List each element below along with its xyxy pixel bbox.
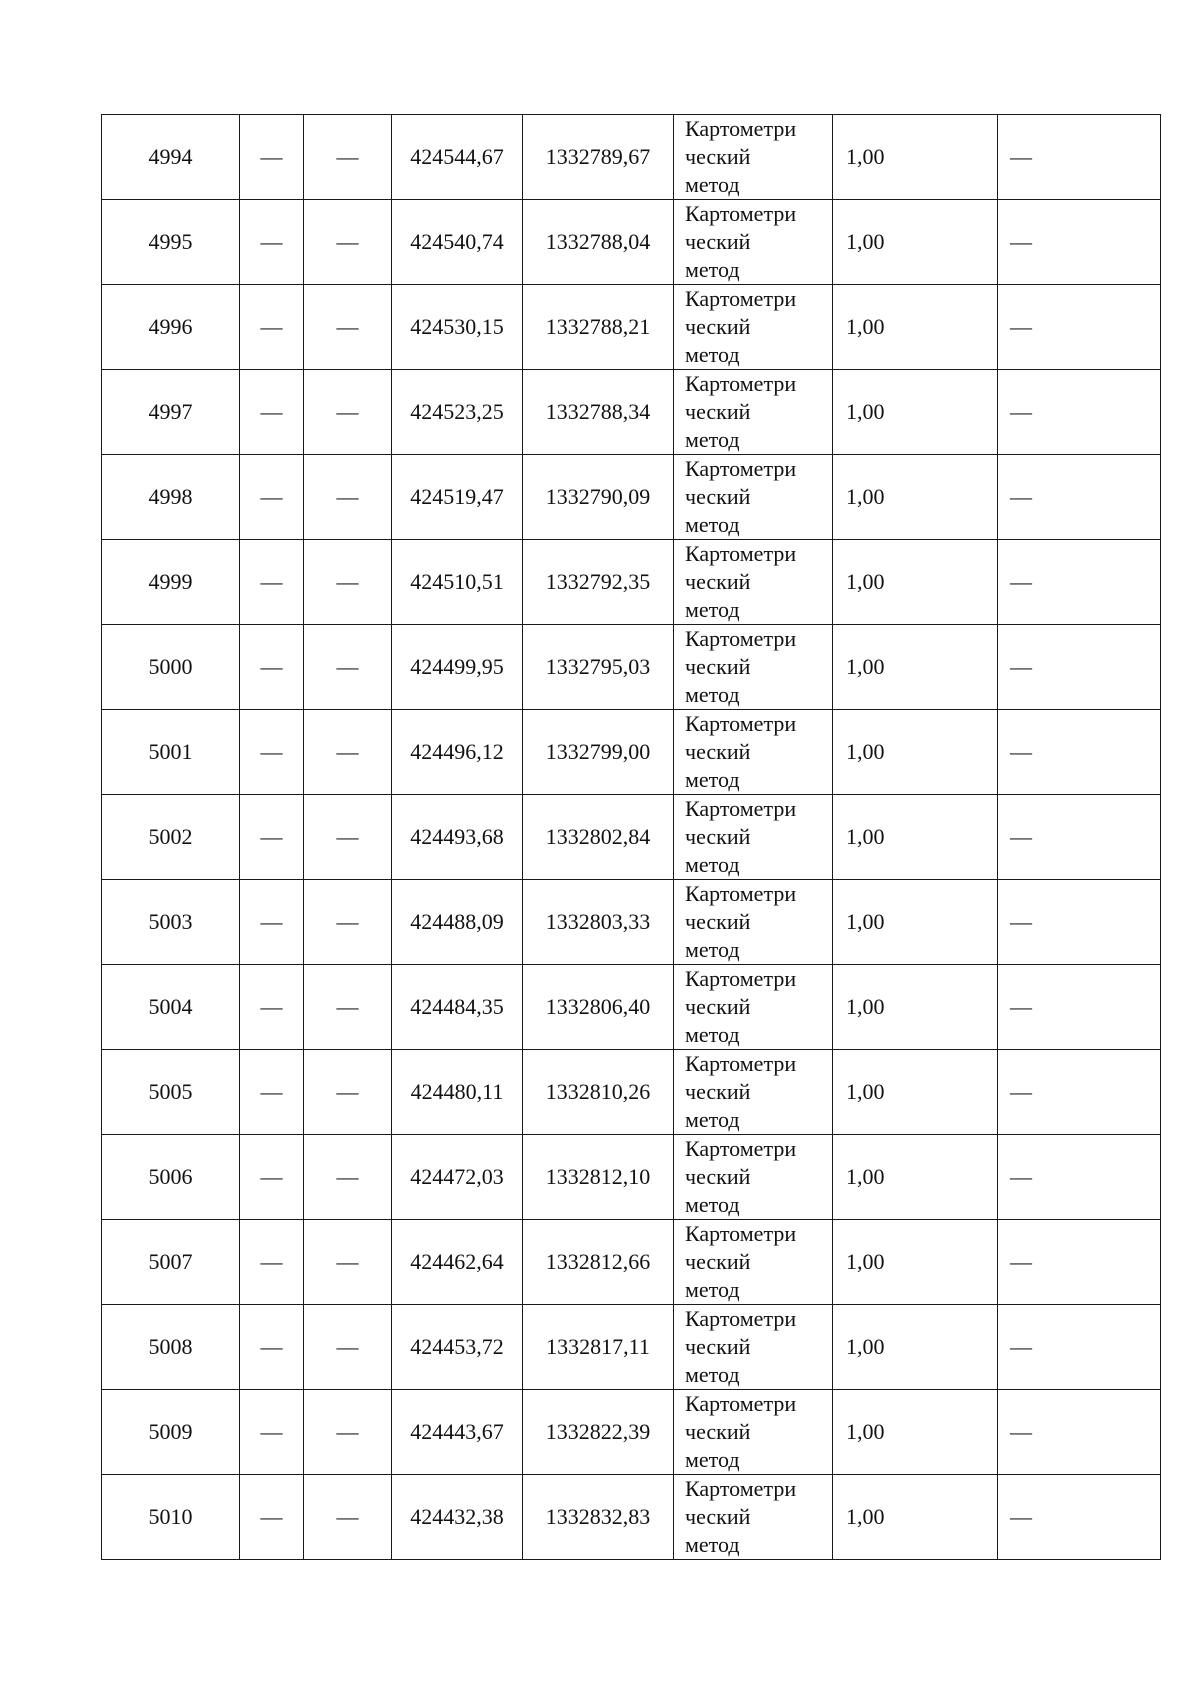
dash-cell: — — [304, 200, 392, 285]
notes-cell: — — [998, 1135, 1161, 1220]
notes-cell: — — [998, 455, 1161, 540]
table-row — [102, 1305, 1161, 1390]
method-cell — [674, 1135, 833, 1220]
method-text-line: ческий — [685, 1164, 751, 1189]
dash-cell: — — [240, 880, 304, 965]
table-row — [102, 965, 1161, 1050]
table-row — [102, 625, 1161, 710]
dash-cell: — — [304, 1050, 392, 1135]
point-number-cell: 4998 — [102, 455, 240, 540]
notes-cell: — — [998, 115, 1161, 200]
point-number-cell: 4999 — [102, 540, 240, 625]
accuracy-cell: 1,00 — [833, 115, 998, 200]
x-coordinate-cell: 424432,38 — [392, 1475, 523, 1560]
dash-cell: — — [240, 1305, 304, 1390]
y-coordinate-cell: 1332799,00 — [523, 710, 674, 795]
notes-cell: — — [998, 1305, 1161, 1390]
notes-cell: — — [998, 1050, 1161, 1135]
method-cell — [674, 455, 833, 540]
x-coordinate-cell: 424480,11 — [392, 1050, 523, 1135]
table-row — [102, 880, 1161, 965]
method-text-line: ческий — [685, 1079, 751, 1104]
method-text-line: метод — [685, 682, 740, 707]
x-coordinate-cell: 424443,67 — [392, 1390, 523, 1475]
method-cell — [674, 795, 833, 880]
y-coordinate-cell: 1332788,04 — [523, 200, 674, 285]
method-cell — [674, 1220, 833, 1305]
dash-cell: — — [304, 1220, 392, 1305]
notes-cell: — — [998, 370, 1161, 455]
accuracy-cell: 1,00 — [833, 1475, 998, 1560]
method-text-line: ческий — [685, 824, 751, 849]
x-coordinate-cell: 424523,25 — [392, 370, 523, 455]
notes-cell: — — [998, 710, 1161, 795]
dash-cell: — — [304, 115, 392, 200]
point-number-cell: 5009 — [102, 1390, 240, 1475]
dash-cell: — — [240, 710, 304, 795]
dash-cell: — — [240, 115, 304, 200]
method-text-line: Картометри — [685, 1221, 797, 1246]
point-number-cell: 4996 — [102, 285, 240, 370]
method-cell — [674, 200, 833, 285]
notes-cell: — — [998, 880, 1161, 965]
point-number-cell: 5004 — [102, 965, 240, 1050]
dash-cell: — — [304, 1305, 392, 1390]
y-coordinate-cell: 1332812,10 — [523, 1135, 674, 1220]
method-text-line: ческий — [685, 1334, 751, 1359]
method-text-line: метод — [685, 512, 740, 537]
notes-cell: — — [998, 1390, 1161, 1475]
y-coordinate-cell: 1332788,34 — [523, 370, 674, 455]
method-cell — [674, 625, 833, 710]
point-number-cell: 5002 — [102, 795, 240, 880]
notes-cell: — — [998, 795, 1161, 880]
dash-cell: — — [240, 370, 304, 455]
method-text-line: ческий — [685, 654, 751, 679]
notes-cell: — — [998, 625, 1161, 710]
point-number-cell: 5010 — [102, 1475, 240, 1560]
y-coordinate-cell: 1332789,67 — [523, 115, 674, 200]
method-cell — [674, 540, 833, 625]
method-text-line: ческий — [685, 144, 751, 169]
y-coordinate-cell: 1332822,39 — [523, 1390, 674, 1475]
table-row — [102, 1050, 1161, 1135]
method-text-line: Картометри — [685, 456, 797, 481]
method-text-line: ческий — [685, 994, 751, 1019]
x-coordinate-cell: 424493,68 — [392, 795, 523, 880]
point-number-cell: 5003 — [102, 880, 240, 965]
dash-cell: — — [304, 1390, 392, 1475]
method-text-line: Картометри — [685, 1136, 797, 1161]
dash-cell: — — [240, 1135, 304, 1220]
method-text-line: Картометри — [685, 116, 797, 141]
y-coordinate-cell: 1332817,11 — [523, 1305, 674, 1390]
method-cell — [674, 370, 833, 455]
method-text-line: ческий — [685, 1504, 751, 1529]
x-coordinate-cell: 424496,12 — [392, 710, 523, 795]
method-text-line: метод — [685, 1022, 740, 1047]
method-text-line: ческий — [685, 1249, 751, 1274]
dash-cell: — — [304, 1135, 392, 1220]
x-coordinate-cell: 424462,64 — [392, 1220, 523, 1305]
point-number-cell: 5005 — [102, 1050, 240, 1135]
dash-cell: — — [240, 1220, 304, 1305]
point-number-cell: 5001 — [102, 710, 240, 795]
method-text-line: метод — [685, 1192, 740, 1217]
table-row — [102, 710, 1161, 795]
y-coordinate-cell: 1332812,66 — [523, 1220, 674, 1305]
table-row — [102, 455, 1161, 540]
table-row — [102, 200, 1161, 285]
accuracy-cell: 1,00 — [833, 795, 998, 880]
method-text-line: Картометри — [685, 286, 797, 311]
accuracy-cell: 1,00 — [833, 540, 998, 625]
method-text-line: Картометри — [685, 1476, 797, 1501]
dash-cell: — — [240, 1475, 304, 1560]
method-text-line: Картометри — [685, 626, 797, 651]
accuracy-cell: 1,00 — [833, 710, 998, 795]
dash-cell: — — [304, 625, 392, 710]
x-coordinate-cell: 424499,95 — [392, 625, 523, 710]
notes-cell: — — [998, 540, 1161, 625]
dash-cell: — — [240, 540, 304, 625]
method-cell — [674, 1390, 833, 1475]
dash-cell: — — [240, 285, 304, 370]
method-text-line: ческий — [685, 484, 751, 509]
table-row — [102, 795, 1161, 880]
accuracy-cell: 1,00 — [833, 625, 998, 710]
y-coordinate-cell: 1332790,09 — [523, 455, 674, 540]
method-text-line: метод — [685, 937, 740, 962]
method-text-line: ческий — [685, 399, 751, 424]
method-text-line: метод — [685, 767, 740, 792]
x-coordinate-cell: 424544,67 — [392, 115, 523, 200]
coordinates-table — [101, 114, 1161, 1560]
accuracy-cell: 1,00 — [833, 200, 998, 285]
point-number-cell: 5007 — [102, 1220, 240, 1305]
dash-cell: — — [240, 1390, 304, 1475]
table-row — [102, 540, 1161, 625]
point-number-cell: 5006 — [102, 1135, 240, 1220]
dash-cell: — — [304, 965, 392, 1050]
dash-cell: — — [240, 200, 304, 285]
point-number-cell: 4995 — [102, 200, 240, 285]
point-number-cell: 4997 — [102, 370, 240, 455]
method-text-line: метод — [685, 1447, 740, 1472]
notes-cell: — — [998, 1475, 1161, 1560]
y-coordinate-cell: 1332806,40 — [523, 965, 674, 1050]
x-coordinate-cell: 424488,09 — [392, 880, 523, 965]
method-text-line: Картометри — [685, 1051, 797, 1076]
dash-cell: — — [304, 710, 392, 795]
x-coordinate-cell: 424510,51 — [392, 540, 523, 625]
accuracy-cell: 1,00 — [833, 370, 998, 455]
method-cell — [674, 1050, 833, 1135]
method-text-line: метод — [685, 1107, 740, 1132]
notes-cell: — — [998, 1220, 1161, 1305]
y-coordinate-cell: 1332788,21 — [523, 285, 674, 370]
table-body — [102, 115, 1161, 1560]
notes-cell: — — [998, 285, 1161, 370]
accuracy-cell: 1,00 — [833, 455, 998, 540]
method-text-line: ческий — [685, 739, 751, 764]
accuracy-cell: 1,00 — [833, 965, 998, 1050]
method-text-line: ческий — [685, 1419, 751, 1444]
dash-cell: — — [304, 455, 392, 540]
y-coordinate-cell: 1332792,35 — [523, 540, 674, 625]
method-cell — [674, 880, 833, 965]
method-cell — [674, 285, 833, 370]
dash-cell: — — [304, 880, 392, 965]
table-row — [102, 1390, 1161, 1475]
method-text-line: Картометри — [685, 541, 797, 566]
x-coordinate-cell: 424519,47 — [392, 455, 523, 540]
method-cell — [674, 965, 833, 1050]
accuracy-cell: 1,00 — [833, 1390, 998, 1475]
method-cell — [674, 115, 833, 200]
accuracy-cell: 1,00 — [833, 880, 998, 965]
table-row — [102, 1475, 1161, 1560]
method-text-line: метод — [685, 1277, 740, 1302]
method-text-line: метод — [685, 427, 740, 452]
method-text-line: Картометри — [685, 881, 797, 906]
x-coordinate-cell: 424453,72 — [392, 1305, 523, 1390]
dash-cell: — — [304, 795, 392, 880]
accuracy-cell: 1,00 — [833, 1305, 998, 1390]
notes-cell: — — [998, 200, 1161, 285]
accuracy-cell: 1,00 — [833, 285, 998, 370]
dash-cell: — — [240, 455, 304, 540]
x-coordinate-cell: 424484,35 — [392, 965, 523, 1050]
x-coordinate-cell: 424472,03 — [392, 1135, 523, 1220]
y-coordinate-cell: 1332810,26 — [523, 1050, 674, 1135]
accuracy-cell: 1,00 — [833, 1135, 998, 1220]
method-text-line: ческий — [685, 229, 751, 254]
table-row — [102, 370, 1161, 455]
method-text-line: Картометри — [685, 1306, 797, 1331]
method-text-line: ческий — [685, 569, 751, 594]
method-text-line: ческий — [685, 314, 751, 339]
dash-cell: — — [304, 370, 392, 455]
dash-cell: — — [240, 965, 304, 1050]
method-cell — [674, 1475, 833, 1560]
method-text-line: Картометри — [685, 966, 797, 991]
dash-cell: — — [240, 795, 304, 880]
point-number-cell: 5008 — [102, 1305, 240, 1390]
method-text-line: метод — [685, 257, 740, 282]
dash-cell: — — [304, 540, 392, 625]
y-coordinate-cell: 1332795,03 — [523, 625, 674, 710]
dash-cell: — — [240, 625, 304, 710]
table-row — [102, 1220, 1161, 1305]
method-text-line: Картометри — [685, 1391, 797, 1416]
method-text-line: метод — [685, 852, 740, 877]
method-text-line: метод — [685, 1532, 740, 1557]
y-coordinate-cell: 1332832,83 — [523, 1475, 674, 1560]
method-text-line: метод — [685, 597, 740, 622]
y-coordinate-cell: 1332802,84 — [523, 795, 674, 880]
method-text-line: метод — [685, 172, 740, 197]
method-cell — [674, 710, 833, 795]
table-row — [102, 285, 1161, 370]
x-coordinate-cell: 424540,74 — [392, 200, 523, 285]
method-text-line: Картометри — [685, 371, 797, 396]
x-coordinate-cell: 424530,15 — [392, 285, 523, 370]
notes-cell: — — [998, 965, 1161, 1050]
method-text-line: Картометри — [685, 711, 797, 736]
method-cell — [674, 1305, 833, 1390]
point-number-cell: 5000 — [102, 625, 240, 710]
dash-cell: — — [304, 285, 392, 370]
accuracy-cell: 1,00 — [833, 1050, 998, 1135]
method-text-line: метод — [685, 342, 740, 367]
method-text-line: Картометри — [685, 201, 797, 226]
accuracy-cell: 1,00 — [833, 1220, 998, 1305]
table-row — [102, 1135, 1161, 1220]
method-text-line: ческий — [685, 909, 751, 934]
method-text-line: Картометри — [685, 796, 797, 821]
y-coordinate-cell: 1332803,33 — [523, 880, 674, 965]
dash-cell: — — [304, 1475, 392, 1560]
dash-cell: — — [240, 1050, 304, 1135]
method-text-line: метод — [685, 1362, 740, 1387]
table-row — [102, 115, 1161, 200]
point-number-cell: 4994 — [102, 115, 240, 200]
